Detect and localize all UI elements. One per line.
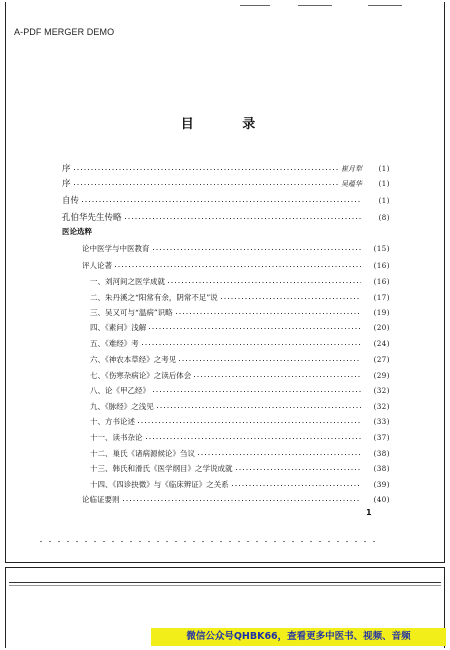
dot-leader	[221, 298, 361, 299]
toc-entry-title: 孔伯华先生传略	[62, 213, 122, 223]
toc-entry-page: (15)	[373, 245, 390, 253]
toc-entry[interactable]	[62, 275, 390, 289]
toc-entry-title: 五、《难经》考	[90, 339, 139, 348]
toc-entry-title: 三、吴又可与“温病”识略	[90, 308, 173, 317]
toc-entry[interactable]	[62, 337, 390, 351]
toc-entry-page: (37)	[373, 434, 390, 442]
toc-entry[interactable]	[62, 462, 390, 476]
dot-leader	[123, 500, 362, 501]
toc-entry-page: (1)	[378, 180, 390, 188]
toc-entry[interactable]	[62, 431, 390, 445]
header-rule	[298, 5, 332, 6]
scan-artifact	[40, 541, 380, 542]
toc-entry-page: (38)	[373, 465, 390, 473]
toc-entry-title: 自传	[62, 196, 80, 206]
toc-entry-title: 论临证要则	[82, 495, 120, 504]
toc-entry[interactable]	[62, 369, 390, 383]
toc-entry-page: (29)	[373, 372, 390, 380]
toc-entry[interactable]	[62, 259, 390, 273]
toc-entry-title: 序	[62, 164, 71, 174]
page-title: 目 录	[180, 117, 278, 132]
dot-leader	[179, 360, 361, 361]
dot-leader	[138, 422, 361, 423]
toc-entry-title: 十四、《四诊抉微》与《临床辨证》之关系	[90, 480, 229, 489]
toc-entry[interactable]	[62, 415, 390, 429]
dot-leader	[232, 485, 361, 486]
toc-entry-page: (32)	[373, 403, 390, 411]
toc-entry-title: 六、《神农本草经》之考见	[90, 355, 177, 364]
page-rule	[9, 585, 441, 586]
toc-entry-title: 医论选粹	[62, 227, 92, 236]
dot-leader	[149, 328, 361, 329]
toc-entry[interactable]	[62, 177, 390, 191]
toc-entry-title: 七、《伤寒杂病论》之读后体会	[90, 371, 192, 380]
toc-entry[interactable]	[62, 384, 390, 398]
toc-entry[interactable]	[62, 242, 390, 256]
page-rule	[9, 582, 441, 583]
toc-entry-page: (1)	[378, 197, 390, 205]
dot-leader	[176, 313, 361, 314]
toc-entry-title: 十一、读书杂论	[90, 433, 143, 442]
dot-leader	[125, 218, 361, 219]
toc-entry-author: 崔月犁	[341, 165, 362, 173]
toc-entry-title: 二、朱丹溪之“阳常有余，阴常不足”说	[90, 293, 218, 302]
toc-entry-title: 八、论《甲乙经》	[90, 386, 150, 395]
dot-leader	[115, 266, 361, 267]
toc-entry-page: (24)	[373, 340, 390, 348]
toc-entry-title: 九、《脉经》之浅见	[90, 402, 154, 411]
toc-entry[interactable]	[62, 291, 390, 305]
toc-entry[interactable]	[62, 353, 390, 367]
toc-entry-page: (33)	[373, 418, 390, 426]
toc-entry[interactable]	[62, 400, 390, 414]
dot-leader	[153, 391, 361, 392]
toc-entry-page: (32)	[373, 387, 390, 395]
toc-entry[interactable]	[62, 478, 390, 492]
toc-entry-page: (16)	[373, 262, 390, 270]
dot-leader	[198, 454, 361, 455]
toc-entry-title: 四、《素问》浅解	[90, 323, 147, 332]
dot-leader	[194, 376, 361, 377]
toc-entry-title: 十二、巢氏《诸病源候论》刍议	[90, 449, 195, 458]
toc-entry[interactable]	[62, 211, 390, 225]
dot-leader	[146, 438, 362, 439]
toc-entry-page: (8)	[378, 214, 390, 222]
dot-leader	[153, 249, 362, 250]
toc-entry-page: (17)	[373, 294, 390, 302]
dot-leader	[236, 469, 362, 470]
header-rule	[368, 5, 402, 6]
dot-leader	[74, 184, 338, 185]
promo-banner: 微信公众号QHBK66，查看更多中医书、视频、音频	[151, 628, 446, 646]
toc-entry-page: (16)	[373, 278, 390, 286]
toc-entry[interactable]	[62, 321, 390, 335]
toc-entry[interactable]	[62, 162, 390, 176]
header-rule	[240, 5, 270, 6]
dot-leader	[142, 344, 361, 345]
toc-entry-page: (39)	[373, 481, 390, 489]
toc-entry-page: (40)	[373, 496, 390, 504]
toc-entry[interactable]	[62, 447, 390, 461]
dot-leader	[157, 407, 361, 408]
toc-entry-title: 十三、韩氏和滑氏《医学纲目》之学说成就	[90, 464, 233, 473]
toc-entry[interactable]	[62, 225, 390, 239]
toc-entry-page: (20)	[373, 324, 390, 332]
toc-entry-title: 序	[62, 179, 71, 189]
toc-entry-title: 十、方书论述	[90, 417, 135, 426]
toc-entry-page: (19)	[373, 309, 390, 317]
toc-entry-title: 论中医学与中医教育	[82, 244, 150, 253]
toc-entry-page: (38)	[373, 450, 390, 458]
dot-leader	[74, 169, 338, 170]
page-number: 1	[366, 508, 372, 517]
toc-entry[interactable]	[62, 306, 390, 320]
toc-entry-title: 评人论著	[82, 261, 112, 270]
toc-entry-title: 一、刘河间之医学成就	[90, 277, 165, 286]
toc-entry-author: 吴蕴华	[341, 180, 362, 188]
watermark-text: A-PDF MERGER DEMO	[14, 27, 115, 37]
toc-entry[interactable]	[62, 493, 390, 507]
dot-leader	[168, 282, 361, 283]
toc-entry-page: (27)	[373, 356, 390, 364]
dot-leader	[82, 201, 361, 202]
toc-entry-page: (1)	[378, 165, 390, 173]
toc-entry[interactable]	[62, 194, 390, 208]
